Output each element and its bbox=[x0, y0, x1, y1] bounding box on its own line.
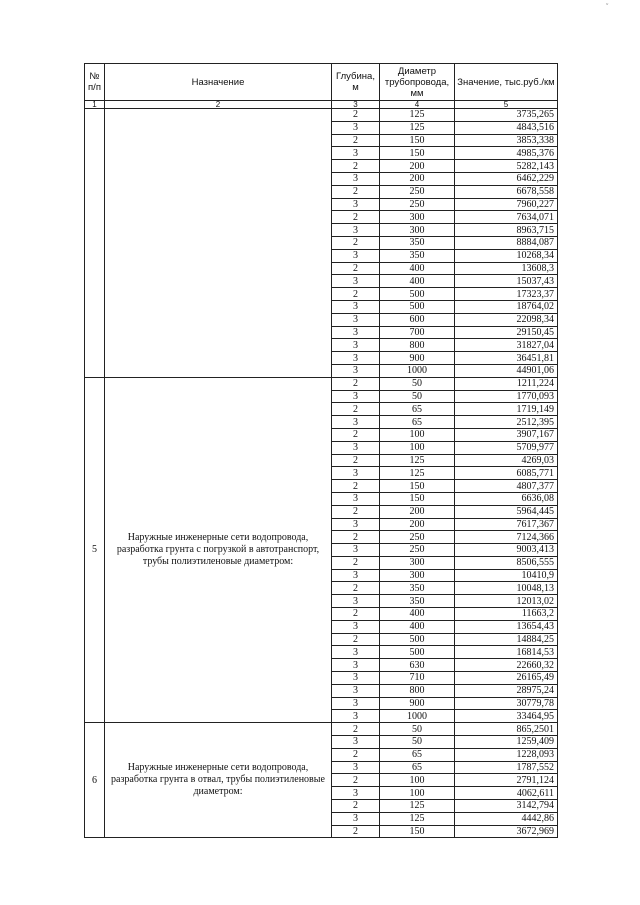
depth-cell: 3 bbox=[332, 646, 380, 659]
value-cell: 33464,95 bbox=[455, 710, 558, 723]
depth-cell: 2 bbox=[332, 262, 380, 275]
depth-cell: 3 bbox=[332, 569, 380, 582]
diameter-cell: 65 bbox=[380, 748, 455, 761]
group-name: Наружные инженерные сети водопровода, разработка грунта с погрузкой в автотранспорт, трубы полиэтиленовые диаметром: bbox=[105, 377, 332, 723]
diameter-cell: 300 bbox=[380, 569, 455, 582]
table-body bbox=[85, 109, 558, 838]
depth-cell: 3 bbox=[332, 467, 380, 480]
depth-cell: 3 bbox=[332, 364, 380, 377]
value-cell: 8506,555 bbox=[455, 556, 558, 569]
value-cell: 10268,34 bbox=[455, 249, 558, 262]
value-cell: 12013,02 bbox=[455, 595, 558, 608]
table-header bbox=[85, 64, 558, 109]
value-cell: 29150,45 bbox=[455, 326, 558, 339]
value-cell: 1719,149 bbox=[455, 403, 558, 416]
value-cell: 7960,227 bbox=[455, 198, 558, 211]
diameter-cell: 630 bbox=[380, 659, 455, 672]
column-number: 4 bbox=[380, 101, 455, 109]
value-cell: 10048,13 bbox=[455, 582, 558, 595]
depth-cell: 3 bbox=[332, 172, 380, 185]
value-cell: 7617,367 bbox=[455, 518, 558, 531]
depth-cell: 3 bbox=[332, 787, 380, 800]
header-purpose: Назначение bbox=[105, 64, 332, 101]
depth-cell: 3 bbox=[332, 416, 380, 429]
value-cell: 30779,78 bbox=[455, 697, 558, 710]
value-cell: 15037,43 bbox=[455, 275, 558, 288]
diameter-cell: 500 bbox=[380, 646, 455, 659]
value-cell: 7634,071 bbox=[455, 211, 558, 224]
value-cell: 6085,771 bbox=[455, 467, 558, 480]
depth-cell: 3 bbox=[332, 441, 380, 454]
group-number bbox=[85, 109, 105, 378]
header-diameter: Диаметр трубопровода, мм bbox=[380, 64, 455, 101]
diameter-cell: 500 bbox=[380, 633, 455, 646]
diameter-cell: 250 bbox=[380, 185, 455, 198]
depth-cell: 2 bbox=[332, 428, 380, 441]
diameter-cell: 900 bbox=[380, 352, 455, 365]
value-cell: 36451,81 bbox=[455, 352, 558, 365]
depth-cell: 2 bbox=[332, 109, 380, 122]
value-cell: 14884,25 bbox=[455, 633, 558, 646]
value-cell: 4062,611 bbox=[455, 787, 558, 800]
diameter-cell: 200 bbox=[380, 518, 455, 531]
table-row bbox=[85, 109, 558, 122]
depth-cell: 2 bbox=[332, 134, 380, 147]
depth-cell: 3 bbox=[332, 620, 380, 633]
header-depth: Глубина, м bbox=[332, 64, 380, 101]
diameter-cell: 400 bbox=[380, 262, 455, 275]
column-number: 2 bbox=[105, 101, 332, 109]
value-cell: 865,2501 bbox=[455, 723, 558, 736]
depth-cell: 2 bbox=[332, 454, 380, 467]
diameter-cell: 250 bbox=[380, 544, 455, 557]
value-cell: 13608,3 bbox=[455, 262, 558, 275]
diameter-cell: 500 bbox=[380, 288, 455, 301]
value-cell: 5964,445 bbox=[455, 505, 558, 518]
depth-cell: 3 bbox=[332, 313, 380, 326]
depth-cell: 2 bbox=[332, 185, 380, 198]
corner-mark: ˇ bbox=[606, 4, 609, 11]
depth-cell: 3 bbox=[332, 121, 380, 134]
depth-cell: 2 bbox=[332, 480, 380, 493]
tariff-table bbox=[84, 63, 558, 838]
depth-cell: 3 bbox=[332, 544, 380, 557]
header-value: Значение, тыс.руб./км bbox=[455, 64, 558, 101]
value-cell: 1259,409 bbox=[455, 736, 558, 749]
depth-cell: 2 bbox=[332, 556, 380, 569]
diameter-cell: 600 bbox=[380, 313, 455, 326]
value-cell: 5282,143 bbox=[455, 160, 558, 173]
diameter-cell: 300 bbox=[380, 556, 455, 569]
diameter-cell: 100 bbox=[380, 441, 455, 454]
depth-cell: 2 bbox=[332, 403, 380, 416]
depth-cell: 2 bbox=[332, 288, 380, 301]
depth-cell: 2 bbox=[332, 825, 380, 838]
depth-cell: 3 bbox=[332, 390, 380, 403]
diameter-cell: 150 bbox=[380, 492, 455, 505]
diameter-cell: 1000 bbox=[380, 364, 455, 377]
depth-cell: 2 bbox=[332, 608, 380, 621]
value-cell: 4807,377 bbox=[455, 480, 558, 493]
column-number: 3 bbox=[332, 101, 380, 109]
value-cell: 3142,794 bbox=[455, 800, 558, 813]
diameter-cell: 125 bbox=[380, 812, 455, 825]
diameter-cell: 65 bbox=[380, 761, 455, 774]
diameter-cell: 900 bbox=[380, 697, 455, 710]
diameter-cell: 65 bbox=[380, 416, 455, 429]
depth-cell: 3 bbox=[332, 198, 380, 211]
diameter-cell: 350 bbox=[380, 236, 455, 249]
diameter-cell: 800 bbox=[380, 339, 455, 352]
table-row bbox=[85, 377, 558, 390]
value-cell: 9003,413 bbox=[455, 544, 558, 557]
diameter-cell: 50 bbox=[380, 723, 455, 736]
diameter-cell: 150 bbox=[380, 480, 455, 493]
diameter-cell: 125 bbox=[380, 109, 455, 122]
diameter-cell: 50 bbox=[380, 377, 455, 390]
value-cell: 18764,02 bbox=[455, 300, 558, 313]
value-cell: 17323,37 bbox=[455, 288, 558, 301]
value-cell: 4843,516 bbox=[455, 121, 558, 134]
value-cell: 8963,715 bbox=[455, 224, 558, 237]
diameter-cell: 100 bbox=[380, 428, 455, 441]
depth-cell: 3 bbox=[332, 672, 380, 685]
diameter-cell: 700 bbox=[380, 326, 455, 339]
depth-cell: 2 bbox=[332, 774, 380, 787]
depth-cell: 2 bbox=[332, 211, 380, 224]
depth-cell: 3 bbox=[332, 761, 380, 774]
column-number-row bbox=[85, 101, 558, 109]
value-cell: 13654,43 bbox=[455, 620, 558, 633]
depth-cell: 3 bbox=[332, 339, 380, 352]
value-cell: 11663,2 bbox=[455, 608, 558, 621]
diameter-cell: 300 bbox=[380, 211, 455, 224]
value-cell: 31827,04 bbox=[455, 339, 558, 352]
depth-cell: 3 bbox=[332, 326, 380, 339]
depth-cell: 3 bbox=[332, 275, 380, 288]
depth-cell: 3 bbox=[332, 659, 380, 672]
value-cell: 3672,969 bbox=[455, 825, 558, 838]
diameter-cell: 125 bbox=[380, 467, 455, 480]
diameter-cell: 100 bbox=[380, 774, 455, 787]
value-cell: 3735,265 bbox=[455, 109, 558, 122]
diameter-cell: 150 bbox=[380, 134, 455, 147]
group-number: 5 bbox=[85, 377, 105, 723]
diameter-cell: 65 bbox=[380, 403, 455, 416]
diameter-cell: 500 bbox=[380, 300, 455, 313]
value-cell: 10410,9 bbox=[455, 569, 558, 582]
diameter-cell: 350 bbox=[380, 582, 455, 595]
diameter-cell: 400 bbox=[380, 608, 455, 621]
value-cell: 4269,03 bbox=[455, 454, 558, 467]
depth-cell: 3 bbox=[332, 352, 380, 365]
diameter-cell: 200 bbox=[380, 160, 455, 173]
diameter-cell: 100 bbox=[380, 787, 455, 800]
value-cell: 1211,224 bbox=[455, 377, 558, 390]
diameter-cell: 350 bbox=[380, 595, 455, 608]
value-cell: 22660,32 bbox=[455, 659, 558, 672]
group-number: 6 bbox=[85, 723, 105, 838]
value-cell: 1228,093 bbox=[455, 748, 558, 761]
depth-cell: 2 bbox=[332, 377, 380, 390]
depth-cell: 2 bbox=[332, 160, 380, 173]
diameter-cell: 50 bbox=[380, 390, 455, 403]
value-cell: 4442,86 bbox=[455, 812, 558, 825]
value-cell: 2791,124 bbox=[455, 774, 558, 787]
value-cell: 6678,558 bbox=[455, 185, 558, 198]
value-cell: 16814,53 bbox=[455, 646, 558, 659]
depth-cell: 3 bbox=[332, 300, 380, 313]
depth-cell: 3 bbox=[332, 595, 380, 608]
value-cell: 7124,366 bbox=[455, 531, 558, 544]
value-cell: 44901,06 bbox=[455, 364, 558, 377]
depth-cell: 3 bbox=[332, 147, 380, 160]
value-cell: 26165,49 bbox=[455, 672, 558, 685]
diameter-cell: 1000 bbox=[380, 710, 455, 723]
depth-cell: 3 bbox=[332, 684, 380, 697]
diameter-cell: 200 bbox=[380, 172, 455, 185]
diameter-cell: 250 bbox=[380, 531, 455, 544]
value-cell: 1770,093 bbox=[455, 390, 558, 403]
diameter-cell: 125 bbox=[380, 454, 455, 467]
value-cell: 1787,552 bbox=[455, 761, 558, 774]
group-name: Наружные инженерные сети водопровода, разработка грунта в отвал, трубы полиэтиленовые диаметром: bbox=[105, 723, 332, 838]
depth-cell: 2 bbox=[332, 633, 380, 646]
depth-cell: 2 bbox=[332, 748, 380, 761]
depth-cell: 3 bbox=[332, 812, 380, 825]
diameter-cell: 300 bbox=[380, 224, 455, 237]
depth-cell: 2 bbox=[332, 723, 380, 736]
diameter-cell: 710 bbox=[380, 672, 455, 685]
column-number: 5 bbox=[455, 101, 558, 109]
value-cell: 6462,229 bbox=[455, 172, 558, 185]
depth-cell: 3 bbox=[332, 224, 380, 237]
value-cell: 8884,087 bbox=[455, 236, 558, 249]
value-cell: 5709,977 bbox=[455, 441, 558, 454]
diameter-cell: 125 bbox=[380, 121, 455, 134]
depth-cell: 3 bbox=[332, 710, 380, 723]
diameter-cell: 400 bbox=[380, 275, 455, 288]
depth-cell: 3 bbox=[332, 697, 380, 710]
value-cell: 2512,395 bbox=[455, 416, 558, 429]
diameter-cell: 350 bbox=[380, 249, 455, 262]
table-row bbox=[85, 723, 558, 736]
diameter-cell: 250 bbox=[380, 198, 455, 211]
value-cell: 28975,24 bbox=[455, 684, 558, 697]
depth-cell: 3 bbox=[332, 249, 380, 262]
depth-cell: 3 bbox=[332, 518, 380, 531]
diameter-cell: 800 bbox=[380, 684, 455, 697]
depth-cell: 2 bbox=[332, 505, 380, 518]
depth-cell: 3 bbox=[332, 492, 380, 505]
depth-cell: 3 bbox=[332, 736, 380, 749]
diameter-cell: 200 bbox=[380, 505, 455, 518]
value-cell: 3853,338 bbox=[455, 134, 558, 147]
value-cell: 3907,167 bbox=[455, 428, 558, 441]
value-cell: 6636,08 bbox=[455, 492, 558, 505]
value-cell: 4985,376 bbox=[455, 147, 558, 160]
header-num: № п/п bbox=[85, 64, 105, 101]
diameter-cell: 150 bbox=[380, 147, 455, 160]
group-name bbox=[105, 109, 332, 378]
value-cell: 22098,34 bbox=[455, 313, 558, 326]
diameter-cell: 400 bbox=[380, 620, 455, 633]
depth-cell: 2 bbox=[332, 582, 380, 595]
depth-cell: 2 bbox=[332, 800, 380, 813]
depth-cell: 2 bbox=[332, 531, 380, 544]
diameter-cell: 50 bbox=[380, 736, 455, 749]
diameter-cell: 125 bbox=[380, 800, 455, 813]
column-number: 1 bbox=[85, 101, 105, 109]
diameter-cell: 150 bbox=[380, 825, 455, 838]
depth-cell: 2 bbox=[332, 236, 380, 249]
